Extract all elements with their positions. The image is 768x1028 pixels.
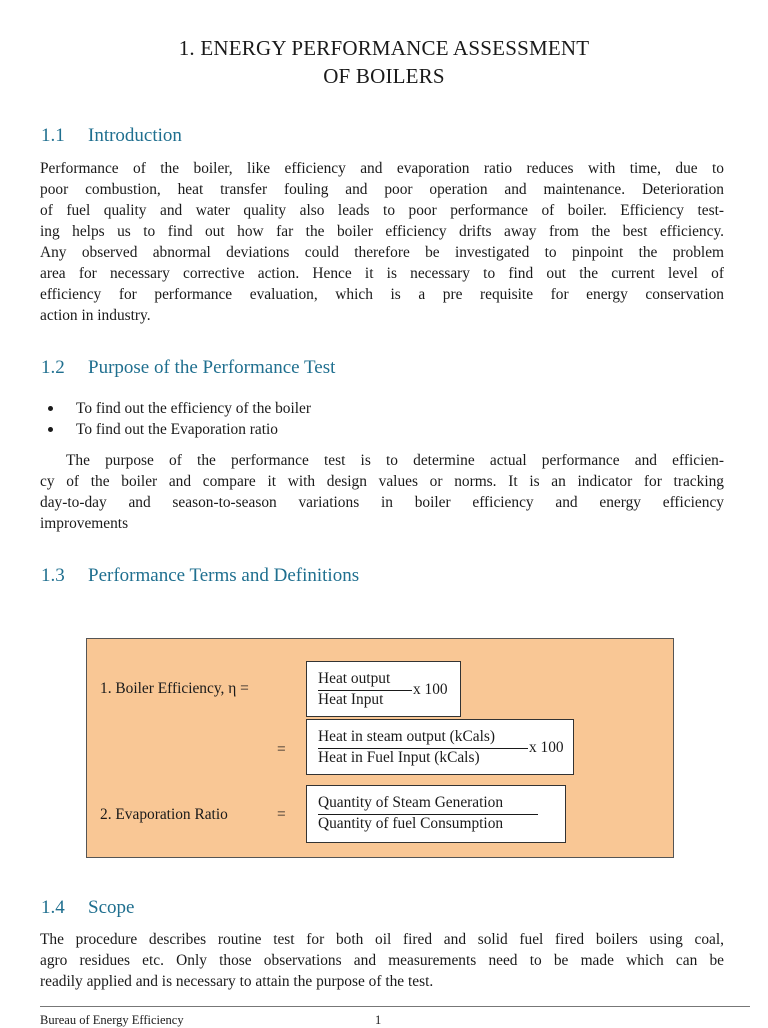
evaporation-ratio-label: 2. Evaporation Ratio [100, 806, 228, 823]
formula-denominator: Quantity of fuel Consumption [318, 815, 504, 832]
formula-numerator: Heat in steam output (kCals) [318, 728, 495, 745]
text-line: of fuel quality and water quality also leads to poor performance of boiler. Efficiency test- [40, 202, 724, 219]
page-number: 1 [375, 1013, 382, 1027]
list-item-text: To find out the Evaporation ratio [76, 421, 278, 438]
section-heading-scope [41, 896, 134, 920]
text-line: area for necessary corrective action. Hence it is necessary to find out the current level of [40, 265, 724, 282]
definitions-box [86, 638, 674, 858]
text-line: improvements [40, 515, 129, 532]
section-number: 1.3 [41, 565, 65, 586]
section-title: Performance Terms and Definitions [88, 565, 360, 586]
list-item-text: To find out the efficiency of the boiler [76, 400, 311, 417]
text-line: The procedure describes routine test for both oil fired and solid fuel fired boilers using coal, [40, 931, 724, 948]
section-title: Scope [88, 897, 135, 918]
section-title: Introduction [88, 125, 182, 146]
equals-sign: = [277, 806, 286, 823]
section-heading-introduction [41, 124, 182, 148]
title-line-2: OF BOILERS [323, 64, 445, 88]
bullet-icon [48, 427, 53, 432]
section-heading-purpose [41, 356, 335, 380]
formula-numerator: Heat output [318, 670, 391, 687]
boiler-efficiency-formula [306, 661, 461, 717]
formula-numerator: Quantity of Steam Generation [318, 794, 504, 811]
formula-multiplier: x 100 [413, 681, 448, 698]
text-line: Performance of the boiler, like efficiency and evaporation ratio reduces with time, due to [40, 160, 724, 177]
section-title: Purpose of the Performance Test [88, 357, 336, 378]
formula-denominator: Heat Input [318, 691, 384, 708]
formula-denominator: Heat in Fuel Input (kCals) [318, 749, 480, 766]
text-line: efficiency for performance evaluation, which is a pre requisite for energy conservation [40, 286, 724, 303]
section-number: 1.1 [41, 125, 65, 146]
footer-divider [40, 1006, 750, 1007]
section-heading-definitions [41, 564, 359, 588]
equals-sign: = [277, 741, 286, 758]
scope-paragraph [40, 929, 724, 992]
footer-publisher: Bureau of Energy Efficiency [40, 1013, 184, 1027]
text-line: Any observed abnormal deviations could therefore be investigated to pinpoint the problem [40, 244, 724, 261]
list-item [40, 398, 311, 419]
bullet-icon [48, 406, 53, 411]
boiler-efficiency-kcal-formula [306, 719, 574, 775]
boiler-efficiency-label: 1. Boiler Efficiency, η = [100, 680, 249, 697]
page-title [0, 34, 768, 90]
purpose-bullet-list [40, 398, 311, 440]
introduction-paragraph [40, 158, 724, 326]
text-line: agro residues etc. Only those observations and measurements need to be made which can be [40, 952, 724, 969]
text-line: readily applied and is necessary to attain the purpose of the test. [40, 973, 434, 990]
section-number: 1.4 [41, 897, 65, 918]
text-line: poor combustion, heat transfer fouling and poor operation and maintenance. Deterioration [40, 181, 724, 198]
purpose-paragraph [40, 450, 724, 534]
formula-multiplier: x 100 [529, 739, 564, 756]
text-line: ing helps us to find out how far the boiler efficiency drifts away from the best efficiency. [40, 223, 724, 240]
title-line-1: 1. ENERGY PERFORMANCE ASSESSMENT [178, 36, 590, 60]
text-line: day-to-day and season-to-season variations in boiler efficiency and energy efficiency [40, 494, 724, 511]
text-line: cy of the boiler and compare it with design values or norms. It is an indicator for tracking [40, 473, 724, 490]
list-item [40, 419, 311, 440]
section-number: 1.2 [41, 357, 65, 378]
evaporation-ratio-formula [306, 785, 566, 843]
text-line: action in industry. [40, 307, 151, 324]
text-line: The purpose of the performance test is to determine actual performance and efficien- [66, 452, 724, 469]
